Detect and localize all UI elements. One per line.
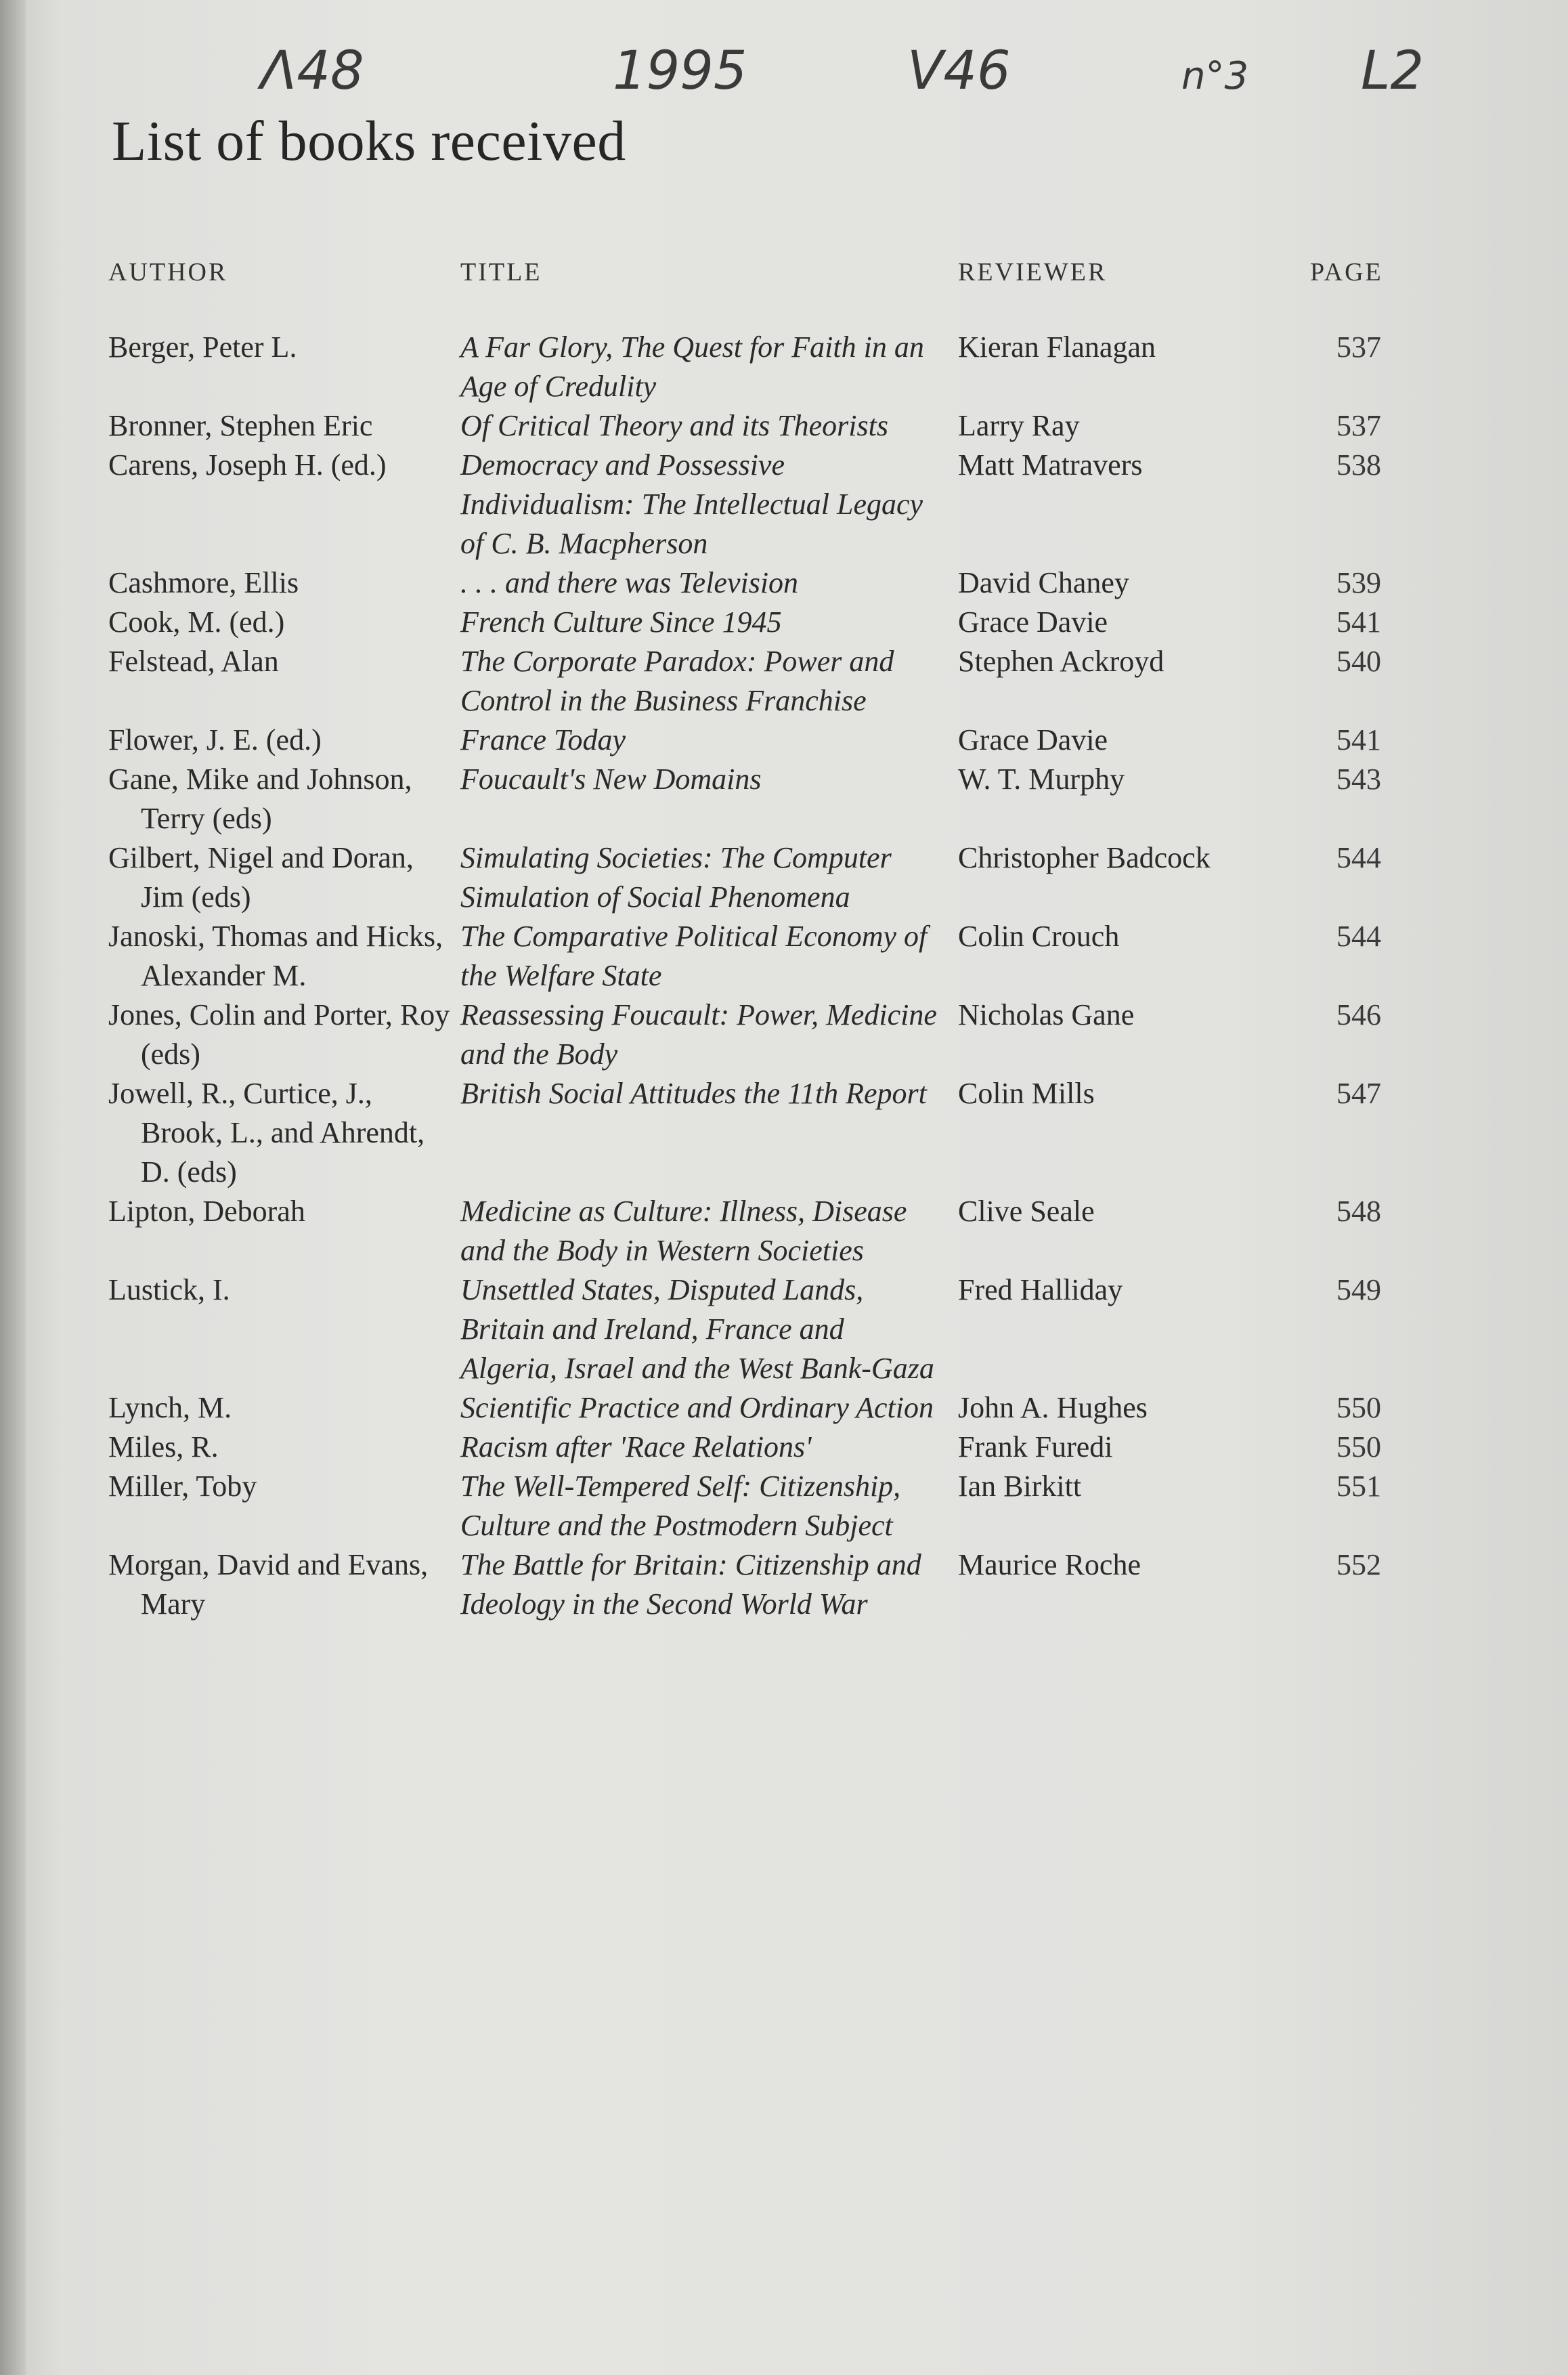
author-cell: Lynch, M. [108,1391,232,1424]
table-row [108,1467,1381,1545]
reviewer-cell: W. T. Murphy [958,763,1125,796]
page-cell: 550 [1336,1391,1381,1424]
page-cell: 548 [1336,1195,1381,1228]
author-cell: Gilbert, Nigel and Doran, Jim (eds) [108,841,414,914]
author-cell: Miles, R. [108,1430,219,1463]
page-cell: 544 [1336,841,1381,874]
page-title: List of books received [112,110,626,173]
author-cell: Morgan, David and Evans, Mary [108,1548,429,1621]
table-row [108,760,1381,838]
table-row [108,1388,1381,1428]
title-cell: . . . and there was Television [460,566,799,599]
header-author: AUTHOR [108,258,228,286]
reviewer-cell: Larry Ray [958,409,1080,442]
reviewer-cell: John A. Hughes [958,1391,1148,1424]
page-cell: 549 [1336,1273,1381,1306]
table-row [108,603,1381,642]
reviewer-cell: Fred Halliday [958,1273,1123,1306]
header-page: PAGE [1310,258,1383,286]
author-cell: Felstead, Alan [108,645,279,678]
title-cell: France Today [460,723,626,756]
title-cell: The Corporate Paradox: Power and Control in the Business Franchise [460,645,894,717]
table-row [108,1192,1381,1270]
table-row [108,406,1381,446]
table-row [108,1428,1381,1467]
reviewer-cell: Kieran Flanagan [958,330,1156,364]
reviewer-cell: David Chaney [958,566,1129,599]
handwritten-note: Λ48 [261,41,364,102]
table-row [108,642,1381,721]
page-cell: 546 [1336,998,1381,1031]
author-cell: Gane, Mike and Johnson, Terry (eds) [108,763,412,835]
author-cell: Flower, J. E. (ed.) [108,723,322,756]
reviewer-cell: Frank Furedi [958,1430,1113,1463]
page-cell: 544 [1336,920,1381,953]
title-cell: Scientific Practice and Ordinary Action [460,1391,934,1424]
page-cell: 552 [1336,1548,1381,1581]
table-row [108,1545,1381,1624]
author-cell: Lustick, I. [108,1273,230,1306]
table-row [108,446,1381,563]
reviewer-cell: Grace Davie [958,605,1108,639]
title-cell: Foucault's New Domains [460,763,762,796]
reviewer-cell: Grace Davie [958,723,1108,756]
reviewer-cell: Clive Seale [958,1195,1095,1228]
title-cell: Unsettled States, Disputed Lands, Britain and Ireland, France and Algeria, Israel and the West Bank-Gaza [460,1273,934,1385]
reviewer-cell: Ian Birkitt [958,1470,1082,1503]
title-cell: A Far Glory, The Quest for Faith in an Age of Credulity [460,330,924,403]
author-cell: Berger, Peter L. [108,330,297,364]
handwritten-annotations [0,34,1568,108]
title-cell: The Battle for Britain: Citizenship and Ideology in the Second World War [460,1548,921,1621]
table-row [108,1270,1381,1388]
page-cell: 541 [1336,723,1381,756]
author-cell: Cashmore, Ellis [108,566,299,599]
page-cell: 540 [1336,645,1381,678]
table-row [108,838,1381,917]
page-cell: 541 [1336,605,1381,639]
table-header [108,257,1381,287]
table-row [108,996,1381,1074]
author-cell: Lipton, Deborah [108,1195,305,1228]
page-cell: 543 [1336,763,1381,796]
title-cell: Racism after 'Race Relations' [460,1430,812,1463]
title-cell: French Culture Since 1945 [460,605,782,639]
author-cell: Cook, M. (ed.) [108,605,285,639]
reviewer-cell: Stephen Ackroyd [958,645,1164,678]
table-row [108,563,1381,603]
handwritten-note: n°3 [1181,54,1249,98]
page-cell: 538 [1336,448,1381,482]
title-cell: The Well-Tempered Self: Citizenship, Culture and the Postmodern Subject [460,1470,901,1542]
handwritten-note: L2 [1361,41,1424,102]
title-cell: The Comparative Political Economy of the Welfare State [460,920,928,992]
reviewer-cell: Colin Crouch [958,920,1120,953]
table-row [108,917,1381,996]
reviewer-cell: Nicholas Gane [958,998,1135,1031]
header-reviewer: REVIEWER [958,258,1108,286]
books-table [108,257,1381,1624]
author-cell: Bronner, Stephen Eric [108,409,373,442]
table-row [108,721,1381,760]
page-cell: 537 [1336,330,1381,364]
author-cell: Carens, Joseph H. (ed.) [108,448,387,482]
author-cell: Jowell, R., Curtice, J., Brook, L., and Ahrendt, D. (eds) [108,1077,425,1189]
author-cell: Jones, Colin and Porter, Roy (eds) [108,998,450,1071]
reviewer-cell: Matt Matravers [958,448,1143,482]
page-cell: 537 [1336,409,1381,442]
author-cell: Janoski, Thomas and Hicks, Alexander M. [108,920,443,992]
page-cell: 547 [1336,1077,1381,1110]
title-cell: Reassessing Foucault: Power, Medicine and the Body [460,998,937,1071]
handwritten-note: V46 [907,41,1011,102]
binding-edge [0,0,26,2375]
header-title: TITLE [460,258,542,286]
title-cell: Medicine as Culture: Illness, Disease and the Body in Western Societies [460,1195,907,1267]
reviewer-cell: Maurice Roche [958,1548,1141,1581]
title-cell: Of Critical Theory and its Theorists [460,409,888,442]
page-cell: 539 [1336,566,1381,599]
table-body [108,328,1381,1624]
author-cell: Miller, Toby [108,1470,257,1503]
reviewer-cell: Christopher Badcock [958,841,1211,874]
title-cell: British Social Attitudes the 11th Report [460,1077,927,1110]
page-cell: 551 [1336,1470,1381,1503]
table-row [108,328,1381,406]
handwritten-note: 1995 [613,41,747,102]
reviewer-cell: Colin Mills [958,1077,1095,1110]
title-cell: Simulating Societies: The Computer Simulation of Social Phenomena [460,841,892,914]
table-row [108,1074,1381,1192]
page-cell: 550 [1336,1430,1381,1463]
title-cell: Democracy and Possessive Individualism: The Intellectual Legacy of C. B. Macpherson [460,448,923,560]
